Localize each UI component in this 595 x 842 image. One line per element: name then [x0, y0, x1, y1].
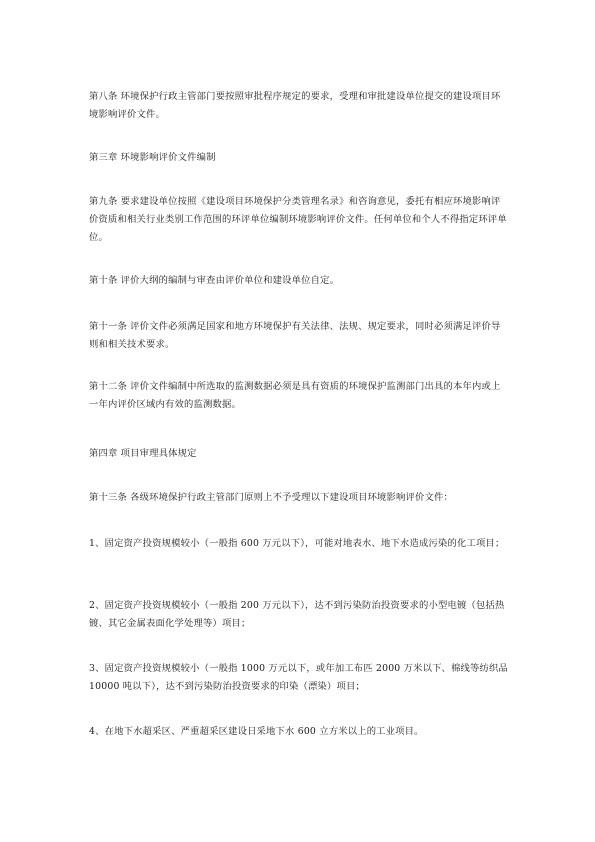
article-13: 第十三条 各级环境保护行政主管部门原则上不予受理以下建设项目环境影响评价文件： [89, 492, 454, 503]
article-9: 第九条 要求建设单位按照《建设项目环境保护分类管理名录》和咨询意见，委托有相应环境影响评价资质和相关行业类别工作范围的环评单位编制环境影响评价文件。任何单位和个人不得指定环评单位。 [89, 196, 507, 243]
article-8: 第八条 环境保护行政主管部门要按照审批程序规定的要求，受理和审批建设单位提交的建设项目环境影响评价文件。 [89, 91, 501, 120]
article-11: 第十一条 评价文件必须满足国家和地方环境保护有关法律、法规、规定要求，同时必须满足评价导则和相关技术要求。 [89, 321, 501, 350]
article-12: 第十二条 评价文件编制中所选取的监测数据必须是具有资质的环境保护监测部门出具的本年内或上一年内评价区域内有效的监测数据。 [89, 381, 501, 410]
chapter-3-heading: 第三章 环境影响评价文件编制 [89, 152, 216, 163]
list-item-1: 1、固定资产投资规模较小（一般指 600 万元以下），可能对地表水、地下水造成污染的化工项目； [89, 538, 505, 549]
list-item-3: 3、固定资产投资规模较小（一般指 1000 万元以下，或年加工布匹 2000 万米以下、棉线等纺织品 10000 吨以下），达不到污染防治投资要求的印染（漂染）项目； [89, 663, 509, 692]
list-item-2: 2、固定资产投资规模较小（一般指 200 万元以下），达不到污染防治投资要求的小型电镀（包括热镀、其它金属表面化学处理等）项目； [89, 600, 505, 629]
list-item-4: 4、在地下水超采区、严重超采区建设日采地下水 600 立方米以上的工业项目。 [89, 726, 424, 737]
chapter-4-heading: 第四章 项目审理具体规定 [89, 448, 197, 459]
article-10: 第十条 评价大纲的编制与审查由评价单位和建设单位自定。 [89, 275, 340, 286]
